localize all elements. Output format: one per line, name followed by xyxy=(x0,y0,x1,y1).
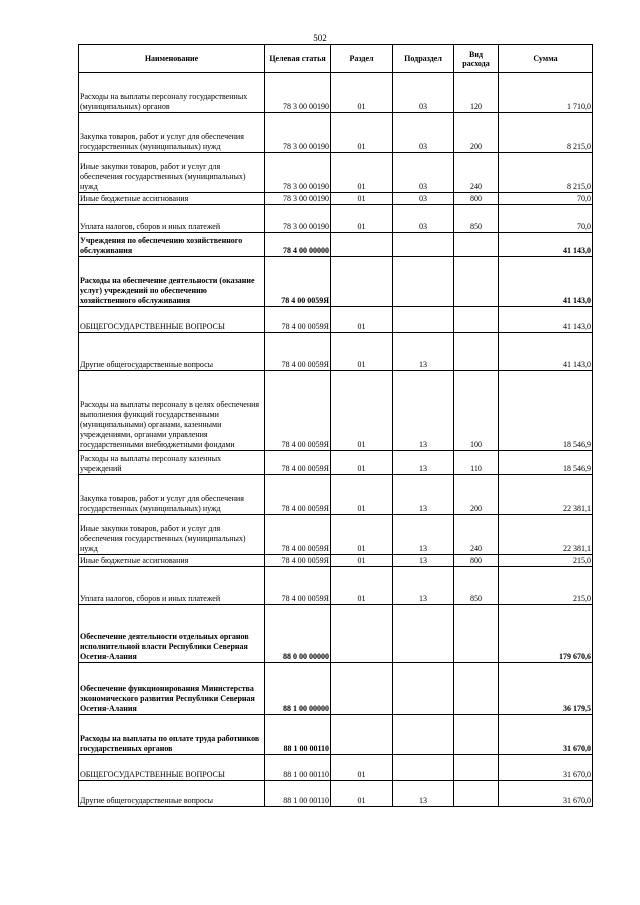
cell-subsection xyxy=(393,663,454,715)
table-row xyxy=(79,153,593,193)
cell-target-article: 78 4 00 0059Я xyxy=(265,257,331,307)
cell-target-article: 78 3 00 00190 xyxy=(265,193,331,205)
cell-section: 01 xyxy=(331,555,393,567)
cell-section: 01 xyxy=(331,333,393,371)
table-row xyxy=(79,755,593,781)
cell-expense-type: 200 xyxy=(454,113,499,153)
cell-name: Иные бюджетные ассигнования xyxy=(79,555,265,567)
table-row xyxy=(79,371,593,451)
cell-subsection: 13 xyxy=(393,555,454,567)
cell-target-article: 88 1 00 00110 xyxy=(265,755,331,781)
table-row xyxy=(79,73,593,113)
cell-section xyxy=(331,257,393,307)
cell-subsection: 13 xyxy=(393,451,454,475)
cell-amount: 215,0 xyxy=(499,555,593,567)
page-number: 502 xyxy=(313,33,327,43)
cell-subsection xyxy=(393,307,454,333)
cell-section: 01 xyxy=(331,113,393,153)
table-row xyxy=(79,475,593,515)
cell-name: Расходы на обеспечение деятельности (оказание услуг) учреждений по обеспечению хозяйственного обслуживания xyxy=(79,257,265,307)
cell-target-article: 78 3 00 00190 xyxy=(265,73,331,113)
cell-target-article: 88 1 00 00000 xyxy=(265,663,331,715)
cell-subsection xyxy=(393,233,454,257)
cell-section: 01 xyxy=(331,567,393,605)
cell-section xyxy=(331,605,393,663)
cell-subsection: 03 xyxy=(393,113,454,153)
cell-expense-type xyxy=(454,257,499,307)
cell-name: Расходы на выплаты персоналу в целях обеспечения выполнения функций государственными (муниципальными) органами, казенными учреждениями, органами управления государственными внебюджетными фондами xyxy=(79,371,265,451)
cell-name: Иные закупки товаров, работ и услуг для обеспечения государственных (муниципальных) нужд xyxy=(79,153,265,193)
budget-table xyxy=(78,44,593,807)
header-amount: Сумма xyxy=(499,45,593,73)
header-subsection: Подраздел xyxy=(393,45,454,73)
cell-section: 01 xyxy=(331,153,393,193)
cell-amount: 41 143,0 xyxy=(499,257,593,307)
table-row xyxy=(79,205,593,233)
cell-section: 01 xyxy=(331,73,393,113)
cell-expense-type: 120 xyxy=(454,73,499,113)
header-name: Наименование xyxy=(79,45,265,73)
cell-section: 01 xyxy=(331,451,393,475)
header-target-article: Целевая статья xyxy=(265,45,331,73)
cell-name: Иные закупки товаров, работ и услуг для обеспечения государственных (муниципальных) нужд xyxy=(79,515,265,555)
cell-amount: 18 546,9 xyxy=(499,371,593,451)
cell-section: 01 xyxy=(331,781,393,807)
cell-target-article: 78 3 00 00190 xyxy=(265,205,331,233)
cell-expense-type: 800 xyxy=(454,555,499,567)
table-row xyxy=(79,555,593,567)
table-row xyxy=(79,233,593,257)
cell-target-article: 78 4 00 0059Я xyxy=(265,371,331,451)
table-row xyxy=(79,605,593,663)
cell-amount: 31 670,0 xyxy=(499,715,593,755)
cell-expense-type: 850 xyxy=(454,567,499,605)
cell-expense-type: 800 xyxy=(454,193,499,205)
cell-subsection: 03 xyxy=(393,193,454,205)
header-expense-type: Вид расхода xyxy=(454,45,499,73)
cell-name: ОБЩЕГОСУДАРСТВЕННЫЕ ВОПРОСЫ xyxy=(79,755,265,781)
cell-subsection xyxy=(393,605,454,663)
cell-target-article: 88 0 00 00000 xyxy=(265,605,331,663)
cell-name: Иные бюджетные ассигнования xyxy=(79,193,265,205)
cell-expense-type xyxy=(454,307,499,333)
cell-target-article: 88 1 00 00110 xyxy=(265,715,331,755)
cell-subsection: 13 xyxy=(393,515,454,555)
table-header-row xyxy=(79,45,593,73)
cell-amount: 31 670,0 xyxy=(499,755,593,781)
cell-subsection: 03 xyxy=(393,153,454,193)
cell-expense-type xyxy=(454,781,499,807)
cell-section: 01 xyxy=(331,307,393,333)
cell-section xyxy=(331,663,393,715)
cell-amount: 70,0 xyxy=(499,193,593,205)
table-row xyxy=(79,567,593,605)
cell-target-article: 78 3 00 00190 xyxy=(265,153,331,193)
table-row xyxy=(79,663,593,715)
cell-expense-type: 850 xyxy=(454,205,499,233)
table-row xyxy=(79,515,593,555)
cell-name: Учреждения по обеспечению хозяйственного обслуживания xyxy=(79,233,265,257)
cell-expense-type xyxy=(454,715,499,755)
cell-name: Уплата налогов, сборов и иных платежей xyxy=(79,205,265,233)
header-section: Раздел xyxy=(331,45,393,73)
cell-amount: 41 143,0 xyxy=(499,233,593,257)
cell-expense-type: 100 xyxy=(454,371,499,451)
cell-section: 01 xyxy=(331,475,393,515)
cell-section xyxy=(331,233,393,257)
cell-name: ОБЩЕГОСУДАРСТВЕННЫЕ ВОПРОСЫ xyxy=(79,307,265,333)
cell-expense-type xyxy=(454,755,499,781)
cell-expense-type xyxy=(454,663,499,715)
cell-section: 01 xyxy=(331,205,393,233)
cell-target-article: 78 4 00 0059Я xyxy=(265,451,331,475)
cell-target-article: 88 1 00 00110 xyxy=(265,781,331,807)
cell-target-article: 78 4 00 0059Я xyxy=(265,333,331,371)
cell-section: 01 xyxy=(331,515,393,555)
cell-name: Обеспечение функционирования Министерства экономического развития Республики Северная Осетия-Алания xyxy=(79,663,265,715)
cell-amount: 41 143,0 xyxy=(499,307,593,333)
cell-amount: 70,0 xyxy=(499,205,593,233)
table-row xyxy=(79,193,593,205)
cell-amount: 179 670,6 xyxy=(499,605,593,663)
cell-target-article: 78 4 00 0059Я xyxy=(265,475,331,515)
cell-expense-type xyxy=(454,605,499,663)
cell-name: Расходы на выплаты персоналу казенных учреждений xyxy=(79,451,265,475)
cell-section: 01 xyxy=(331,755,393,781)
cell-name: Закупка товаров, работ и услуг для обеспечения государственных (муниципальных) нужд xyxy=(79,113,265,153)
cell-name: Другие общегосударственные вопросы xyxy=(79,781,265,807)
table-row xyxy=(79,113,593,153)
cell-subsection: 03 xyxy=(393,73,454,113)
table-row xyxy=(79,451,593,475)
cell-name: Расходы на выплаты персоналу государственных (муниципальных) органов xyxy=(79,73,265,113)
cell-name: Закупка товаров, работ и услуг для обеспечения государственных (муниципальных) нужд xyxy=(79,475,265,515)
cell-target-article: 78 3 00 00190 xyxy=(265,113,331,153)
cell-subsection: 13 xyxy=(393,567,454,605)
cell-subsection xyxy=(393,715,454,755)
cell-subsection: 13 xyxy=(393,781,454,807)
cell-amount: 8 215,0 xyxy=(499,153,593,193)
cell-amount: 1 710,0 xyxy=(499,73,593,113)
cell-amount: 22 381,1 xyxy=(499,475,593,515)
cell-expense-type: 110 xyxy=(454,451,499,475)
cell-expense-type: 240 xyxy=(454,153,499,193)
cell-target-article: 78 4 00 0059Я xyxy=(265,515,331,555)
cell-expense-type xyxy=(454,233,499,257)
table-row xyxy=(79,715,593,755)
table-row xyxy=(79,307,593,333)
table-row xyxy=(79,333,593,371)
cell-subsection xyxy=(393,755,454,781)
cell-target-article: 78 4 00 00000 xyxy=(265,233,331,257)
cell-amount: 18 546,9 xyxy=(499,451,593,475)
cell-amount: 41 143,0 xyxy=(499,333,593,371)
cell-section: 01 xyxy=(331,371,393,451)
cell-expense-type: 200 xyxy=(454,475,499,515)
cell-subsection: 13 xyxy=(393,333,454,371)
cell-name: Расходы на выплаты по оплате труда работников государственных органов xyxy=(79,715,265,755)
cell-target-article: 78 4 00 0059Я xyxy=(265,307,331,333)
cell-section xyxy=(331,715,393,755)
cell-subsection: 13 xyxy=(393,371,454,451)
cell-amount: 31 670,0 xyxy=(499,781,593,807)
cell-section: 01 xyxy=(331,193,393,205)
cell-name: Другие общегосударственные вопросы xyxy=(79,333,265,371)
table-row xyxy=(79,257,593,307)
cell-target-article: 78 4 00 0059Я xyxy=(265,555,331,567)
table-row xyxy=(79,781,593,807)
cell-amount: 8 215,0 xyxy=(499,113,593,153)
cell-amount: 215,0 xyxy=(499,567,593,605)
cell-subsection: 13 xyxy=(393,475,454,515)
cell-expense-type: 240 xyxy=(454,515,499,555)
cell-subsection xyxy=(393,257,454,307)
cell-target-article: 78 4 00 0059Я xyxy=(265,567,331,605)
cell-expense-type xyxy=(454,333,499,371)
cell-amount: 22 381,1 xyxy=(499,515,593,555)
cell-subsection: 03 xyxy=(393,205,454,233)
cell-name: Уплата налогов, сборов и иных платежей xyxy=(79,567,265,605)
cell-amount: 36 179,5 xyxy=(499,663,593,715)
cell-name: Обеспечение деятельности отдельных органов исполнительной власти Республики Северная Осетия-Алания xyxy=(79,605,265,663)
